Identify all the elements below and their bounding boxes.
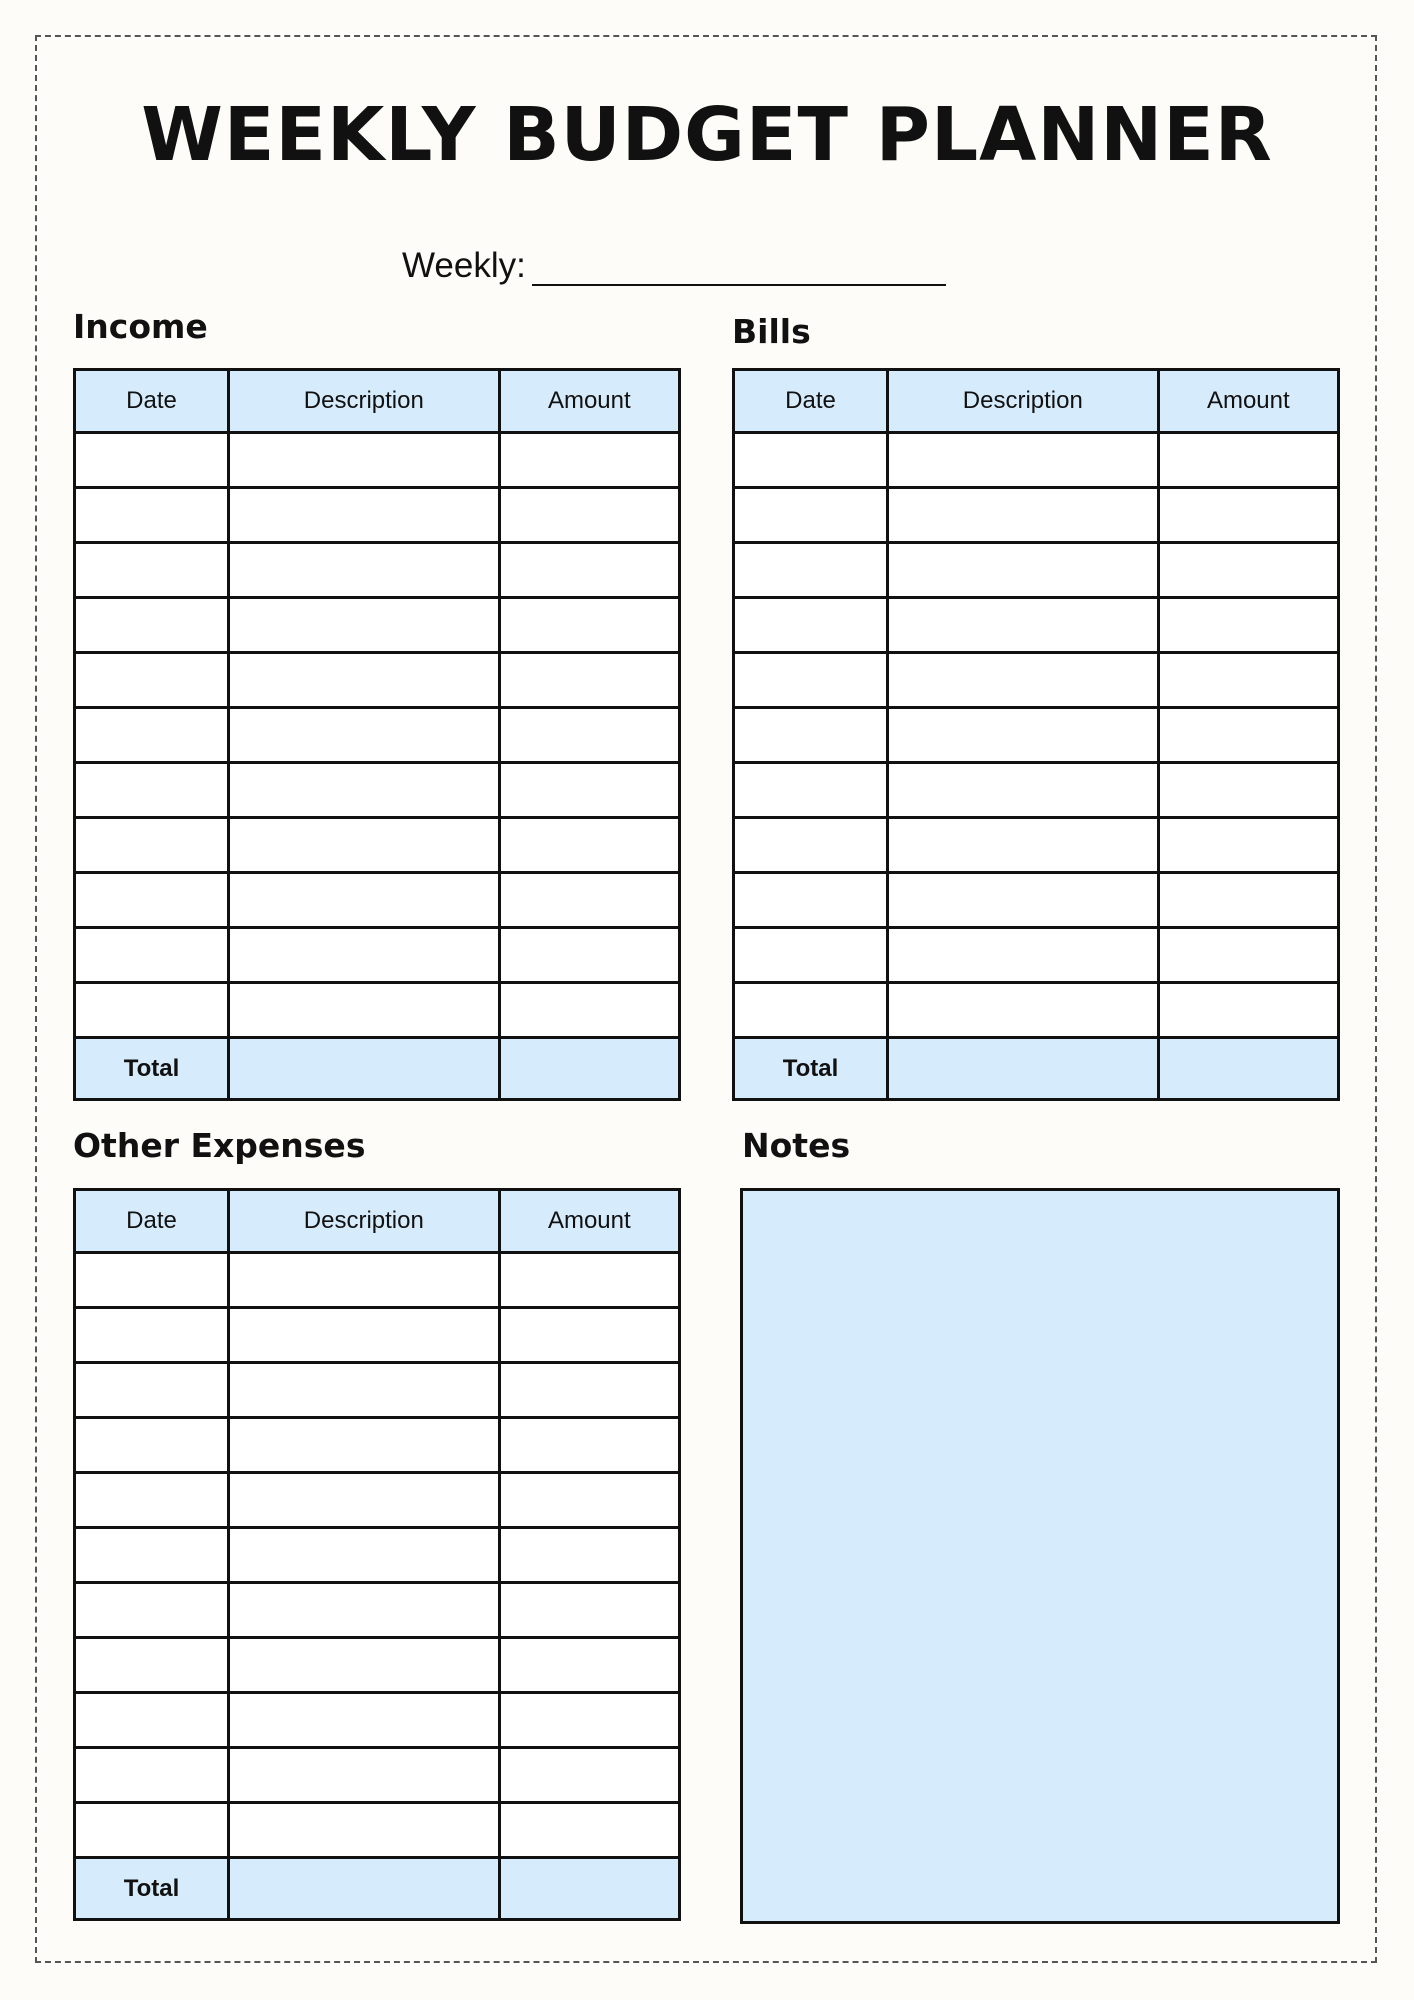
bills-table-row <box>734 818 1339 873</box>
other-expenses-table-row <box>75 1308 680 1363</box>
bills-date-cell[interactable] <box>734 598 888 653</box>
bills-description-cell[interactable] <box>888 708 1159 763</box>
bills-date-cell[interactable] <box>734 488 888 543</box>
other-expenses-table-row <box>75 1693 680 1748</box>
income-amount-cell[interactable] <box>499 433 679 488</box>
bills-table-row <box>734 488 1339 543</box>
bills-amount-cell[interactable] <box>1158 873 1338 928</box>
other-expenses-amount-cell[interactable] <box>499 1748 679 1803</box>
other-expenses-description-cell[interactable] <box>229 1583 500 1638</box>
bills-col-amount: Amount <box>1158 370 1338 433</box>
bills-date-cell[interactable] <box>734 708 888 763</box>
other-expenses-rows <box>75 1253 680 1858</box>
other-expenses-table-row <box>75 1583 680 1638</box>
income-total-description-cell[interactable] <box>229 1038 500 1100</box>
other-expenses-date-cell[interactable] <box>75 1363 229 1418</box>
bills-description-cell[interactable] <box>888 983 1159 1038</box>
bills-amount-cell[interactable] <box>1158 433 1338 488</box>
other-expenses-amount-cell[interactable] <box>499 1803 679 1858</box>
other-expenses-amount-cell[interactable] <box>499 1418 679 1473</box>
other-expenses-col-amount: Amount <box>499 1190 679 1253</box>
income-total-row <box>75 1038 680 1100</box>
bills-amount-cell[interactable] <box>1158 598 1338 653</box>
bills-table <box>732 368 1340 1101</box>
income-table-row <box>75 433 680 488</box>
other-expenses-date-cell[interactable] <box>75 1638 229 1693</box>
bills-date-cell[interactable] <box>734 543 888 598</box>
weekly-input-line[interactable] <box>532 250 946 286</box>
income-date-cell[interactable] <box>75 708 229 763</box>
bills-description-cell[interactable] <box>888 763 1159 818</box>
income-table <box>73 368 681 1101</box>
income-amount-cell[interactable] <box>499 708 679 763</box>
income-date-cell[interactable] <box>75 653 229 708</box>
bills-amount-cell[interactable] <box>1158 983 1338 1038</box>
other-expenses-table-row <box>75 1638 680 1693</box>
income-table-row <box>75 983 680 1038</box>
income-table-row <box>75 928 680 983</box>
income-description-cell[interactable] <box>229 818 500 873</box>
bills-description-cell[interactable] <box>888 543 1159 598</box>
bills-heading: Bills <box>732 312 811 351</box>
income-date-cell[interactable] <box>75 983 229 1038</box>
bills-table-row <box>734 708 1339 763</box>
bills-amount-cell[interactable] <box>1158 818 1338 873</box>
bills-date-cell[interactable] <box>734 928 888 983</box>
bills-total-label: Total <box>734 1038 888 1100</box>
other-expenses-table-row <box>75 1253 680 1308</box>
income-date-cell[interactable] <box>75 818 229 873</box>
income-col-date: Date <box>75 370 229 433</box>
bills-col-date: Date <box>734 370 888 433</box>
bills-description-cell[interactable] <box>888 873 1159 928</box>
income-amount-cell[interactable] <box>499 543 679 598</box>
bills-table-row <box>734 763 1339 818</box>
other-expenses-table-row <box>75 1803 680 1858</box>
bills-table-row <box>734 928 1339 983</box>
other-expenses-description-cell[interactable] <box>229 1528 500 1583</box>
bills-amount-cell[interactable] <box>1158 708 1338 763</box>
other-expenses-amount-cell[interactable] <box>499 1638 679 1693</box>
income-description-cell[interactable] <box>229 928 500 983</box>
bills-total-description-cell[interactable] <box>888 1038 1159 1100</box>
other-expenses-description-cell[interactable] <box>229 1638 500 1693</box>
bills-description-cell[interactable] <box>888 653 1159 708</box>
bills-description-cell[interactable] <box>888 598 1159 653</box>
income-rows <box>75 433 680 1038</box>
bills-date-cell[interactable] <box>734 818 888 873</box>
bills-amount-cell[interactable] <box>1158 488 1338 543</box>
income-date-cell[interactable] <box>75 873 229 928</box>
income-amount-cell[interactable] <box>499 818 679 873</box>
other-expenses-amount-cell[interactable] <box>499 1308 679 1363</box>
other-expenses-amount-cell[interactable] <box>499 1583 679 1638</box>
other-expenses-date-cell[interactable] <box>75 1308 229 1363</box>
other-expenses-heading: Other Expenses <box>73 1126 366 1165</box>
income-amount-cell[interactable] <box>499 928 679 983</box>
other-expenses-total-description-cell[interactable] <box>229 1858 500 1920</box>
income-col-amount: Amount <box>499 370 679 433</box>
income-date-cell[interactable] <box>75 598 229 653</box>
other-expenses-date-cell[interactable] <box>75 1253 229 1308</box>
income-description-cell[interactable] <box>229 598 500 653</box>
bills-date-cell[interactable] <box>734 763 888 818</box>
weekly-field <box>402 246 946 286</box>
other-expenses-table <box>73 1188 681 1921</box>
income-description-cell[interactable] <box>229 763 500 818</box>
bills-col-description: Description <box>888 370 1159 433</box>
other-expenses-col-date: Date <box>75 1190 229 1253</box>
other-expenses-table-row <box>75 1473 680 1528</box>
income-table-row <box>75 488 680 543</box>
bills-amount-cell[interactable] <box>1158 543 1338 598</box>
income-amount-cell[interactable] <box>499 488 679 543</box>
weekly-label: Weekly: <box>402 246 526 285</box>
bills-table-row <box>734 983 1339 1038</box>
bills-table-row <box>734 433 1339 488</box>
other-expenses-description-cell[interactable] <box>229 1308 500 1363</box>
other-expenses-header-row <box>75 1190 680 1253</box>
bills-date-cell[interactable] <box>734 653 888 708</box>
other-expenses-description-cell[interactable] <box>229 1418 500 1473</box>
other-expenses-amount-cell[interactable] <box>499 1528 679 1583</box>
other-expenses-description-cell[interactable] <box>229 1803 500 1858</box>
income-amount-cell[interactable] <box>499 873 679 928</box>
income-description-cell[interactable] <box>229 708 500 763</box>
other-expenses-description-cell[interactable] <box>229 1693 500 1748</box>
bills-rows <box>734 433 1339 1038</box>
income-col-description: Description <box>229 370 500 433</box>
income-description-cell[interactable] <box>229 488 500 543</box>
other-expenses-description-cell[interactable] <box>229 1748 500 1803</box>
other-expenses-date-cell[interactable] <box>75 1418 229 1473</box>
income-table-row <box>75 543 680 598</box>
notes-area[interactable] <box>740 1188 1340 1924</box>
other-expenses-description-cell[interactable] <box>229 1473 500 1528</box>
other-expenses-date-cell[interactable] <box>75 1803 229 1858</box>
income-table-row <box>75 708 680 763</box>
other-expenses-total-label: Total <box>75 1858 229 1920</box>
income-heading: Income <box>73 307 208 346</box>
income-amount-cell[interactable] <box>499 653 679 708</box>
other-expenses-date-cell[interactable] <box>75 1693 229 1748</box>
income-header-row <box>75 370 680 433</box>
bills-total-amount-cell[interactable] <box>1158 1038 1338 1100</box>
bills-table-row <box>734 653 1339 708</box>
income-amount-cell[interactable] <box>499 598 679 653</box>
other-expenses-description-cell[interactable] <box>229 1363 500 1418</box>
other-expenses-table-row <box>75 1528 680 1583</box>
income-description-cell[interactable] <box>229 543 500 598</box>
income-description-cell[interactable] <box>229 653 500 708</box>
other-expenses-amount-cell[interactable] <box>499 1473 679 1528</box>
bills-date-cell[interactable] <box>734 433 888 488</box>
income-date-cell[interactable] <box>75 433 229 488</box>
other-expenses-date-cell[interactable] <box>75 1583 229 1638</box>
other-expenses-amount-cell[interactable] <box>499 1363 679 1418</box>
other-expenses-table-row <box>75 1748 680 1803</box>
bills-header-row <box>734 370 1339 433</box>
bills-description-cell[interactable] <box>888 488 1159 543</box>
bills-date-cell[interactable] <box>734 873 888 928</box>
bills-description-cell[interactable] <box>888 433 1159 488</box>
other-expenses-date-cell[interactable] <box>75 1473 229 1528</box>
other-expenses-total-row <box>75 1858 680 1920</box>
page-title: WEEKLY BUDGET PLANNER <box>141 92 1273 178</box>
income-date-cell[interactable] <box>75 488 229 543</box>
bills-description-cell[interactable] <box>888 818 1159 873</box>
bills-total-row <box>734 1038 1339 1100</box>
income-description-cell[interactable] <box>229 983 500 1038</box>
income-amount-cell[interactable] <box>499 763 679 818</box>
other-expenses-date-cell[interactable] <box>75 1748 229 1803</box>
other-expenses-col-description: Description <box>229 1190 500 1253</box>
bills-amount-cell[interactable] <box>1158 928 1338 983</box>
other-expenses-table-row <box>75 1363 680 1418</box>
income-table-row <box>75 818 680 873</box>
bills-table-row <box>734 543 1339 598</box>
notes-heading: Notes <box>742 1126 851 1165</box>
other-expenses-table-row <box>75 1418 680 1473</box>
income-date-cell[interactable] <box>75 928 229 983</box>
income-description-cell[interactable] <box>229 873 500 928</box>
income-table-row <box>75 763 680 818</box>
income-description-cell[interactable] <box>229 433 500 488</box>
other-expenses-description-cell[interactable] <box>229 1253 500 1308</box>
bills-date-cell[interactable] <box>734 983 888 1038</box>
bills-amount-cell[interactable] <box>1158 763 1338 818</box>
other-expenses-amount-cell[interactable] <box>499 1253 679 1308</box>
other-expenses-amount-cell[interactable] <box>499 1693 679 1748</box>
bills-table-row <box>734 598 1339 653</box>
income-date-cell[interactable] <box>75 763 229 818</box>
income-total-amount-cell[interactable] <box>499 1038 679 1100</box>
bills-amount-cell[interactable] <box>1158 653 1338 708</box>
income-amount-cell[interactable] <box>499 983 679 1038</box>
bills-table-row <box>734 873 1339 928</box>
bills-description-cell[interactable] <box>888 928 1159 983</box>
income-total-label: Total <box>75 1038 229 1100</box>
income-date-cell[interactable] <box>75 543 229 598</box>
other-expenses-date-cell[interactable] <box>75 1528 229 1583</box>
other-expenses-total-amount-cell[interactable] <box>499 1858 679 1920</box>
income-table-row <box>75 653 680 708</box>
income-table-row <box>75 873 680 928</box>
income-table-row <box>75 598 680 653</box>
